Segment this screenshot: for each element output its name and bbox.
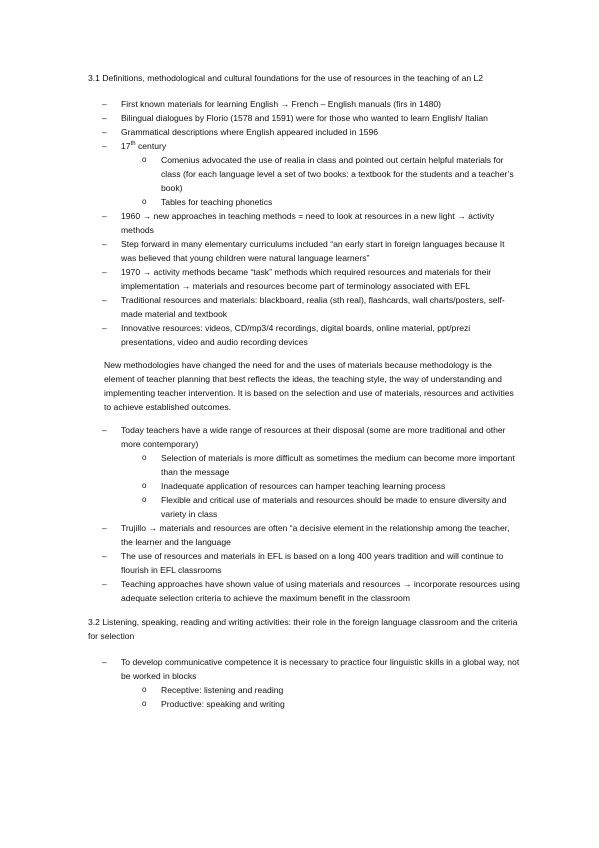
century-sublist xyxy=(121,153,520,209)
sub-list-item xyxy=(121,697,520,711)
dash-marker: – xyxy=(102,323,107,333)
list-item xyxy=(88,549,520,577)
dash-marker: – xyxy=(102,551,107,561)
section-heading-3-2: 3.2 Listening, speaking, reading and writing activities: their role in the foreign language classroom and the criteria for selection xyxy=(88,617,518,641)
list-item xyxy=(88,655,520,711)
list-item-text: Today teachers have a wide range of resources at their disposal (some are more traditional and other more contemporary) xyxy=(121,425,506,449)
dash-marker: – xyxy=(102,113,107,123)
list-item-text: To develop communicative competence it is necessary to practice four linguistic skills in a global way, not be worked in blocks xyxy=(121,657,520,681)
sub-list-item-text: Flexible and critical use of materials and resources should be made to ensure diversity and variety in class xyxy=(161,495,507,519)
sub-list-item-text: Comenius advocated the use of realia in class and pointed out certain helpful materials for class (for each language level a set of two books: a textbook for the students and a teacher’s book) xyxy=(161,155,514,193)
dash-marker: – xyxy=(102,211,107,221)
dash-marker: – xyxy=(102,239,107,249)
sub-list-item-text: Productive: speaking and writing xyxy=(161,699,285,709)
skills-list xyxy=(88,655,520,711)
list-item-text: Bilingual dialogues by Florio (1578 and 1591) were for those who wanted to learn English/ Italian xyxy=(121,113,488,123)
dash-marker: – xyxy=(102,523,107,533)
sub-list-item-text: Selection of materials is more difficult as sometimes the medium can become more important than the message xyxy=(161,453,515,477)
sub-list-item xyxy=(121,683,520,697)
circle-marker: o xyxy=(142,197,147,206)
list-item xyxy=(88,237,520,265)
sub-list-item xyxy=(121,493,520,521)
skills-sublist xyxy=(121,683,520,711)
methodology-paragraph: New methodologies have changed the need for and the uses of materials because methodology is the element of teacher planning that best reflects the ideas, the teaching style, the way of understanding and implementing teacher intervention. It is based on the selection and use of materials, resources and activities to achieve established outcomes. xyxy=(104,360,514,412)
list-item xyxy=(88,265,520,293)
list-item xyxy=(88,577,520,605)
list-item-text: Step forward in many elementary curriculums included “an early start in foreign languages because It was believed that young children were natural language learners” xyxy=(121,239,505,263)
sub-list-item xyxy=(121,451,520,479)
sub-list-item-text: Inadequate application of resources can hamper teaching learning process xyxy=(161,481,446,491)
dash-marker: – xyxy=(102,295,107,305)
list-item xyxy=(88,423,520,521)
circle-marker: o xyxy=(142,495,147,504)
list-item xyxy=(88,111,520,125)
circle-marker: o xyxy=(142,685,147,694)
list-item xyxy=(88,321,520,349)
list-item-text: The use of resources and materials in EFL is based on a long 400 years tradition and will continue to flourish in EFL classrooms xyxy=(121,551,504,575)
century-rest: century xyxy=(135,141,167,151)
list-item-text: 1970 → activity methods became “task” methods which required resources and materials for their implementation → materials and resources become part of terminology associated with EFL xyxy=(121,267,492,291)
list-item xyxy=(88,139,520,209)
dash-marker: – xyxy=(102,127,107,137)
sub-list-item-text: Tables for teaching phonetics xyxy=(161,197,273,207)
sub-list-item xyxy=(121,479,520,493)
circle-marker: o xyxy=(142,481,147,490)
list-item-text: Teaching approaches have shown value of using materials and resources → incorporate resources using adequate selection criteria to achieve the maximum benefit in the classroom xyxy=(121,579,520,603)
list-item-text: First known materials for learning English → French – English manuals (firs in 1480) xyxy=(121,99,442,109)
dash-marker: – xyxy=(102,657,107,667)
circle-marker: o xyxy=(142,453,147,462)
dash-marker: – xyxy=(102,267,107,277)
list-item-text: Innovative resources: videos, CD/mp3/4 recordings, digital boards, online material, ppt/prezi presentations, video and audio recording devices xyxy=(121,323,471,347)
circle-marker: o xyxy=(142,155,147,164)
century-sup: th xyxy=(130,141,136,148)
century-base: 17 xyxy=(121,141,131,151)
today-sublist xyxy=(121,451,520,521)
circle-marker: o xyxy=(142,699,147,708)
section-heading-3-1: 3.1 Definitions, methodological and cultural foundations for the use of resources in the teaching of an L2 xyxy=(88,73,484,83)
list-item xyxy=(88,293,520,321)
list-item xyxy=(88,97,520,111)
sub-list-item-text: Receptive: listening and reading xyxy=(161,685,284,695)
list-item-text: Trujillo → materials and resources are often “a decisive element in the relationship among the teacher, the learner and the language xyxy=(121,523,510,547)
resources-list xyxy=(88,423,520,605)
list-item-text: 1960 → new approaches in teaching methods = need to look at resources in a new light → activity methods xyxy=(121,211,495,235)
history-list xyxy=(88,97,520,349)
list-item xyxy=(88,521,520,549)
list-item xyxy=(88,125,520,139)
sub-list-item xyxy=(121,195,520,209)
dash-marker: – xyxy=(102,141,107,151)
list-item-text: Grammatical descriptions where English appeared included in 1596 xyxy=(121,127,379,137)
sub-list-item xyxy=(121,153,520,195)
dash-marker: – xyxy=(102,425,107,435)
document-page xyxy=(88,71,520,711)
dash-marker: – xyxy=(102,579,107,589)
dash-marker: – xyxy=(102,99,107,109)
list-item-text: Traditional resources and materials: blackboard, realia (sth real), flashcards, wall charts/posters, self-made material and textbook xyxy=(121,295,505,319)
list-item xyxy=(88,209,520,237)
